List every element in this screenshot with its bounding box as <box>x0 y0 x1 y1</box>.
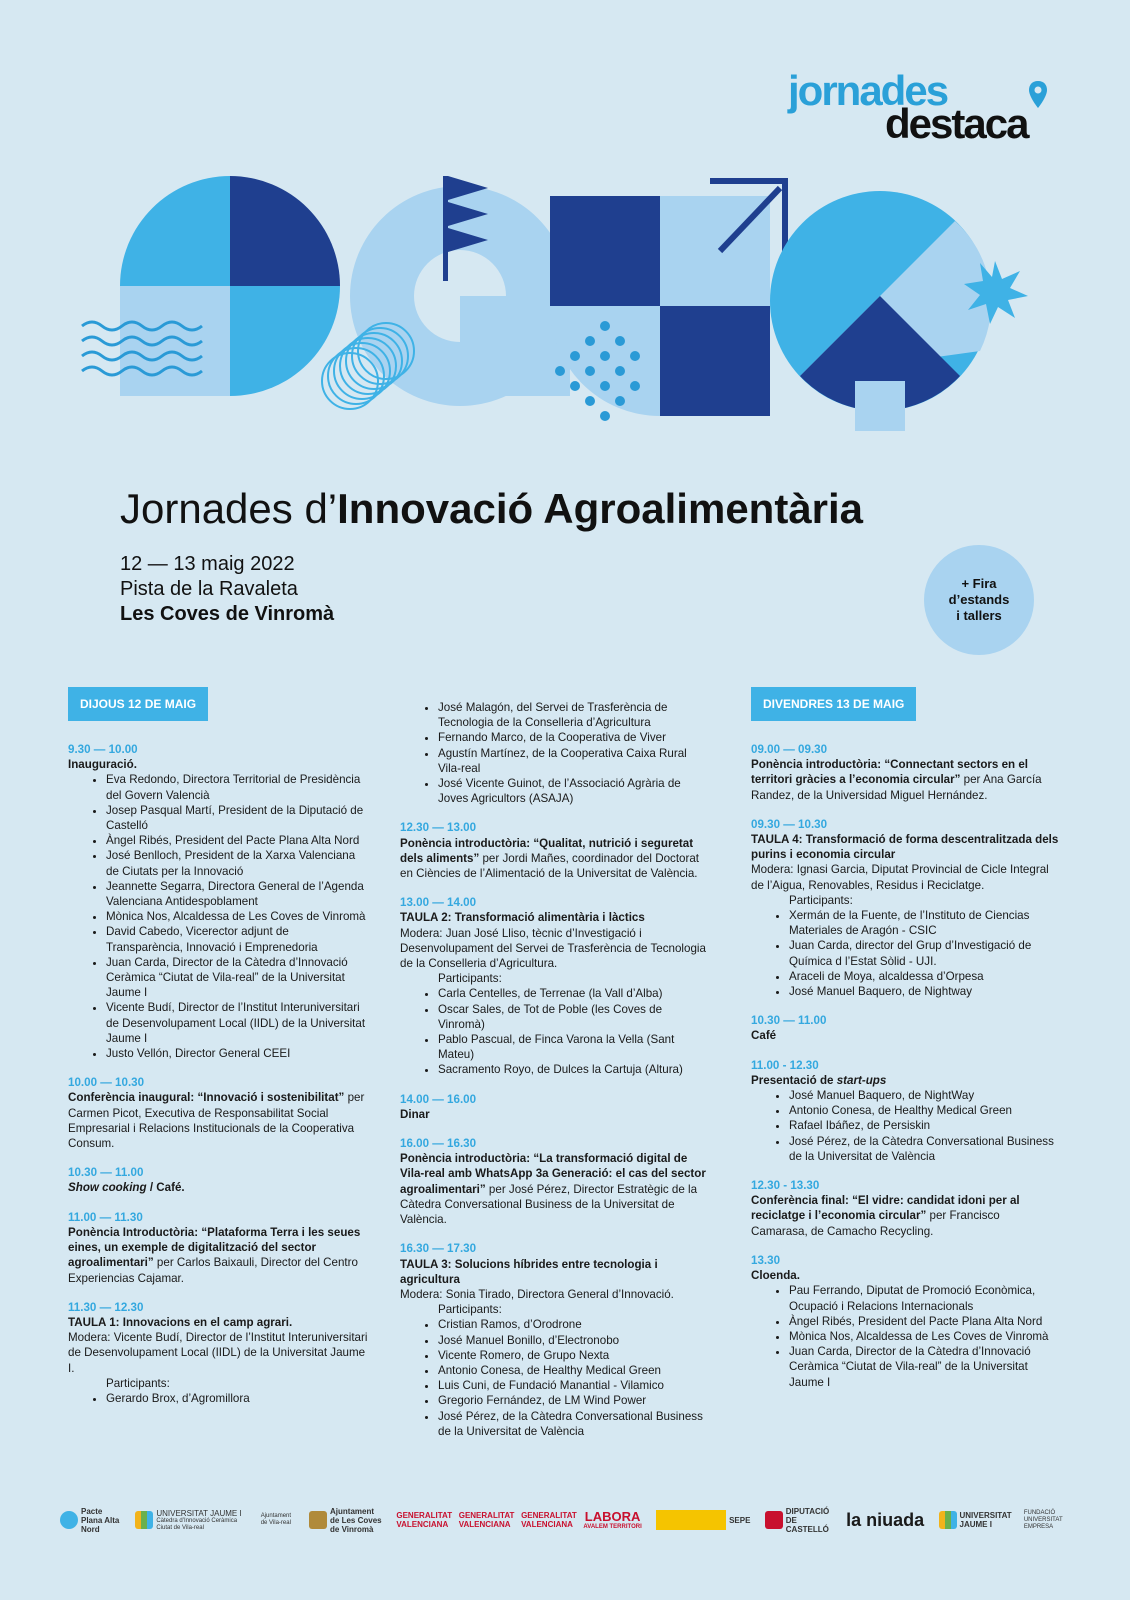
list-item: • Vicente Budí, Director de l’Institut Interuniversitari de Desenvolupament Local (IIDL) de la Universitat Jaume I <box>106 1000 368 1046</box>
list-item: • Àngel Ribés, President del Pacte Plana Alta Nord <box>106 833 368 848</box>
day1-header: DIJOUS 12 DE MAIG <box>68 687 208 721</box>
list-item: • José Manuel Baquero, de Nightway <box>789 984 1059 999</box>
session-title: Cloenda. <box>751 1269 800 1283</box>
speaker-list <box>68 772 368 1061</box>
session-time: 10.00 — 10.30 <box>68 1076 145 1090</box>
brand-logo <box>782 67 1062 150</box>
ministerio-block <box>656 1510 726 1530</box>
session-title <box>751 1073 1059 1088</box>
speaker-list <box>400 986 707 1077</box>
session-title-start: Presentació de <box>751 1073 837 1087</box>
page-title <box>120 484 863 534</box>
list-item: • Mònica Nos, Alcaldessa de Les Coves de Vinromà <box>789 1329 1059 1344</box>
list-item: • Antonio Conesa, de Healthy Medical Green <box>438 1363 707 1378</box>
session-desc: per José Pérez, Director Estratègic de la Càtedra Conversational Business de la Universitat de València. <box>400 1182 698 1227</box>
list-item: • Josep Pasqual Martí, President de la Diputació de Castelló <box>106 803 368 833</box>
session <box>751 817 1059 999</box>
participants-label: Participants: <box>789 893 853 907</box>
logo-pacte <box>60 1507 121 1534</box>
badge-line2: d’estands <box>948 592 1010 607</box>
list-item: • Oscar Sales, de Tot de Poble (les Coves de Vinromà) <box>438 1002 707 1032</box>
session-text <box>751 1193 1059 1239</box>
session-title: Inauguració. <box>68 758 137 772</box>
session-title-italic: start-ups <box>836 1073 887 1087</box>
session-title <box>68 1180 368 1195</box>
event-info <box>120 552 334 627</box>
session-time: 9.30 — 10.00 <box>68 743 138 756</box>
day1-column <box>68 742 368 1420</box>
session-time: 11.00 — 11.30 <box>68 1210 143 1224</box>
moderator: Modera: Sonia Tirado, Directora General d’Innovació. <box>400 1287 674 1301</box>
list-item: • Agustín Martínez, de la Cooperativa Caixa Rural Vila-real <box>438 746 707 776</box>
session-title: Café <box>751 1029 777 1043</box>
speaker-list <box>68 1391 368 1406</box>
session-time: 11.30 — 12.30 <box>68 1300 144 1314</box>
session-title: Ponència introductòria: “Qualitat, nutrició i seguretat dels aliments” <box>400 836 694 865</box>
logo-uji1-text: UNIVERSITAT JAUME I <box>156 1508 242 1518</box>
list-item: • Juan Carda, Director de la Càtedra d’Innovació Ceràmica “Ciutat de Vila-real” de la Universitat Jaume I <box>106 955 368 1001</box>
brand-line2: destaca <box>885 100 1028 147</box>
logo-pacte-text: Pacte Plana Alta Nord <box>81 1506 120 1534</box>
labora-sub: AVALEM TERRITORI <box>583 1523 642 1530</box>
participants-label: Participants: <box>106 1376 170 1390</box>
shield-icon <box>309 1511 327 1529</box>
session <box>68 1210 368 1286</box>
list-item: • Justo Vellón, Director General CEEI <box>106 1046 368 1061</box>
hero-graphic <box>80 176 1060 466</box>
session-desc: per Francisco Camarasa, de Camacho Recycling. <box>751 1209 1000 1238</box>
session-title: TAULA 1: Innovacions en el camp agrari. <box>68 1315 293 1329</box>
session-time: 16.30 — 17.30 <box>400 1242 477 1256</box>
session-title-rest: / Café. <box>146 1181 185 1195</box>
list-item: • José Benlloch, President de la Xarxa Valenciana de Ciutats per la Innovació <box>106 848 368 878</box>
session <box>751 1058 1059 1164</box>
session <box>400 820 707 881</box>
logo-labora <box>583 1510 641 1531</box>
badge-line1: + Fira <box>961 576 997 591</box>
moderator: Modera: Juan José Lliso, tècnic d’Investigació i Desenvolupament del Servei de Trasferència de Tecnologia de la Conselleria d’Agricultura. <box>400 926 706 971</box>
logo-uji-catedra <box>135 1509 246 1532</box>
moderator: Modera: Vicente Budí, Director de l’Institut Interuniversitari de Desenvolupament Local (IIDL) de la Universitat Jaume I. <box>68 1331 368 1375</box>
sponsor-logos <box>60 1500 1070 1540</box>
list-item: • Juan Carda, director del Grup d’Investigació de Química d l’Estat Sòlid - UJI. <box>789 938 1059 968</box>
list-item: • José Manuel Baquero, de NightWay <box>789 1088 1059 1103</box>
session-time: 10.30 — 11.00 <box>68 1166 144 1180</box>
day1-column-cont <box>400 700 707 1453</box>
day2-column <box>751 742 1059 1404</box>
fira-badge <box>924 545 1034 655</box>
participants-label: Participants: <box>438 1303 502 1317</box>
session-desc: per Carlos Baixauli, Director del Centro Experiencias Cajamar. <box>68 1256 358 1285</box>
session <box>68 1165 368 1195</box>
brand-line1: jornades <box>788 67 948 114</box>
shape-q <box>770 191 991 431</box>
day2-header: DIVENDRES 13 DE MAIG <box>751 687 916 721</box>
list-item: • Vicente Romero, de Grupo Nexta <box>438 1348 707 1363</box>
session-time: 11.00 - 12.30 <box>751 1058 819 1072</box>
session-time: 13.30 <box>751 1253 781 1267</box>
session-time: 13.00 — 14.00 <box>400 896 477 910</box>
list-item: • Gregorio Fernández, de LM Wind Power <box>438 1393 707 1408</box>
list-item: • José Malagón, del Servei de Trasferència de Tecnologia de la Conselleria d’Agricultura <box>438 700 707 730</box>
diputacio-icon <box>765 1511 783 1529</box>
logo-uji1-sub: Càtedra d’Innovació Ceràmica Ciutat de Vila-real <box>156 1517 238 1531</box>
logo-sepe <box>656 1510 750 1530</box>
session-desc: per Ana García Randez, de la Universidad Miguel Hernández. <box>751 773 1042 802</box>
event-dates: 12 — 13 maig 2022 <box>120 553 295 575</box>
list-item: • Juan Carda, Director de la Càtedra d’Innovació Ceràmica “Ciutat de Vila-real” de la Universitat Jaume I <box>789 1344 1059 1390</box>
logo-niuada: la niuada <box>846 1510 925 1530</box>
session <box>751 1178 1059 1239</box>
logo-ajuntament-text: Ajuntament de Les Coves de Vinromà <box>330 1506 382 1534</box>
session-desc: per Carmen Picot, Executiva de Responsabilitat Social Empresarial i Relacions Institucionals de la Cooperativa Consum. <box>68 1091 365 1151</box>
session <box>400 1241 707 1439</box>
list-item: • José Pérez, de la Càtedra Conversational Business de la Universitat de València <box>789 1134 1059 1164</box>
uji-icon <box>135 1511 153 1529</box>
list-item: • Carla Centelles, de Terrenae (la Vall d’Alba) <box>438 986 707 1001</box>
list-item: • Àngel Ribés, President del Pacte Plana Alta Nord <box>789 1314 1059 1329</box>
list-item: • Mònica Nos, Alcaldessa de Les Coves de Vinromà <box>106 909 368 924</box>
pacte-icon <box>60 1511 78 1529</box>
session-text <box>400 1151 707 1227</box>
shape-d-left <box>120 176 340 396</box>
session <box>400 895 707 1077</box>
list-item: • Araceli de Moya, alcaldessa d’Orpesa <box>789 969 1059 984</box>
logo-vilareal: Ajuntament de Vila-real <box>260 1513 292 1526</box>
list-item: • Luis Cuni, de Fundació Manantial - Vilamico <box>438 1378 707 1393</box>
list-item: • Xermán de la Fuente, de l’Instituto de Ciencias Materiales de Aragón - CSIC <box>789 908 1059 938</box>
session <box>68 1075 368 1151</box>
labora-text: LABORA <box>584 1508 641 1524</box>
event-place: Pista de la Ravaleta <box>120 578 298 600</box>
sepe-text: SEPE <box>729 1515 751 1525</box>
participants-label: Participants: <box>438 972 502 986</box>
moderator: Modera: Ignasi Garcia, Diputat Provincial de Cicle Integral de l’Aigua, Renovables, Residus i Reciclatge. <box>751 863 1049 892</box>
logo-gva-1: GENERALITAT VALENCIANA <box>396 1511 453 1529</box>
session <box>400 1092 707 1122</box>
logo-uji <box>939 1511 1010 1529</box>
list-item: • Eva Redondo, Directora Territorial de Presidència del Govern Valencià <box>106 772 368 802</box>
session <box>400 700 707 806</box>
session-time: 10.30 — 11.00 <box>751 1014 827 1028</box>
session-desc: per Jordi Mañes, coordinador del Doctorat en Ciències de l’Alimentació de la Universitat de València. <box>400 851 700 881</box>
session-text <box>751 757 1059 803</box>
list-item: • José Pérez, de la Càtedra Conversational Business de la Universitat de València <box>438 1409 707 1439</box>
uji-icon <box>939 1511 957 1529</box>
session-time: 12.30 - 13.30 <box>751 1179 820 1193</box>
session <box>751 742 1059 803</box>
title-bold: Innovació Agroalimentària <box>337 485 864 532</box>
session-text <box>400 836 707 882</box>
list-item: • Sacramento Royo, de Dulces la Cartuja (Altura) <box>438 1062 707 1077</box>
speaker-list <box>751 1283 1059 1389</box>
session <box>68 742 368 1061</box>
title-light: Jornades d’ <box>120 485 338 532</box>
session-time: 14.00 — 16.00 <box>400 1092 477 1106</box>
session-text <box>68 1090 368 1151</box>
speaker-list <box>400 1317 707 1439</box>
session-title: TAULA 3: Solucions híbrides entre tecnologia i agricultura <box>400 1257 658 1286</box>
logo-diputacio-text: DIPUTACIÓ DE CASTELLÓ <box>785 1506 830 1534</box>
session-title-italic: Show cooking <box>68 1181 147 1195</box>
logo-gva-2: GENERALITAT VALENCIANA <box>458 1511 515 1529</box>
session-title: Conferència inaugural: “Innovació i sostenibilitat” <box>68 1091 345 1105</box>
list-item: • Rafael Ibáñez, de Persiskin <box>789 1118 1059 1133</box>
list-item: • Pablo Pascual, de Finca Varona la Vella (Sant Mateu) <box>438 1032 707 1062</box>
event-town: Les Coves de Vinromà <box>120 603 335 625</box>
session-title: Ponència introductòria: “La transformació digital de Vila-real amb WhatsApp 3a Generació: el cas del sector agroalimentari” <box>400 1152 706 1196</box>
session-title: Dinar <box>400 1107 430 1121</box>
list-item: • José Vicente Guinot, de l’Associació Agrària de Joves Agricultors (ASAJA) <box>438 776 707 806</box>
speaker-list <box>751 1088 1059 1164</box>
session-time: 09.00 — 09.30 <box>751 743 828 756</box>
logo-uji2-text: UNIVERSITAT JAUME I <box>959 1511 1012 1529</box>
session-time: 09.30 — 10.30 <box>751 817 828 831</box>
logo-gva-3: GENERALITAT VALENCIANA <box>521 1511 577 1529</box>
list-item: • David Cabedo, Vicerector adjunt de Transparència, Innovació i Emprenedoria <box>106 924 368 954</box>
session <box>400 1136 707 1227</box>
logo-fundacio: FUNDACIÓ UNIVERSITAT EMPRESA <box>1023 1509 1063 1530</box>
session-title: Ponència Introductòria: “Plataforma Terra i les seues eines, un exemple de digitalització del sector agroalimentari” <box>68 1225 361 1270</box>
list-item: • José Manuel Bonillo, d’Electronobo <box>438 1333 707 1348</box>
logo-ajuntament <box>309 1507 382 1534</box>
session-title: TAULA 4: Transformació de forma descentralitzada dels purins i economia circular <box>751 833 1059 862</box>
session-text <box>68 1225 368 1286</box>
session-time: 16.00 — 16.30 <box>400 1137 477 1151</box>
logo-diputacio <box>765 1507 832 1534</box>
list-item: • Jeannette Segarra, Directora General de l’Agenda Valenciana Antidespoblament <box>106 879 368 909</box>
speaker-list <box>751 908 1059 999</box>
session <box>751 1013 1059 1043</box>
session-title: Conferència final: “El vidre: candidat idoni per al reciclatge i l’economia circular” <box>751 1194 1020 1223</box>
session-title: Ponència introductòria: “Connectant sectors en el territori gràcies a l’economia circular” <box>751 758 1029 787</box>
session-title: TAULA 2: Transformació alimentària i làctics <box>400 911 645 925</box>
session <box>751 1253 1059 1390</box>
speaker-list <box>400 700 707 806</box>
list-item: • Pau Ferrando, Diputat de Promoció Econòmica, Ocupació i Relacions Internacionals <box>789 1283 1059 1313</box>
session <box>68 1300 368 1406</box>
badge-line3: i tallers <box>956 608 1002 623</box>
list-item: • Fernando Marco, de la Cooperativa de Viver <box>438 730 707 745</box>
location-pin-icon <box>1027 80 1049 110</box>
list-item: • Cristian Ramos, d’Orodrone <box>438 1317 707 1332</box>
list-item: • Gerardo Brox, d’Agromillora <box>106 1391 368 1406</box>
list-item: • Antonio Conesa, de Healthy Medical Green <box>789 1103 1059 1118</box>
session-time: 12.30 — 13.00 <box>400 821 477 835</box>
